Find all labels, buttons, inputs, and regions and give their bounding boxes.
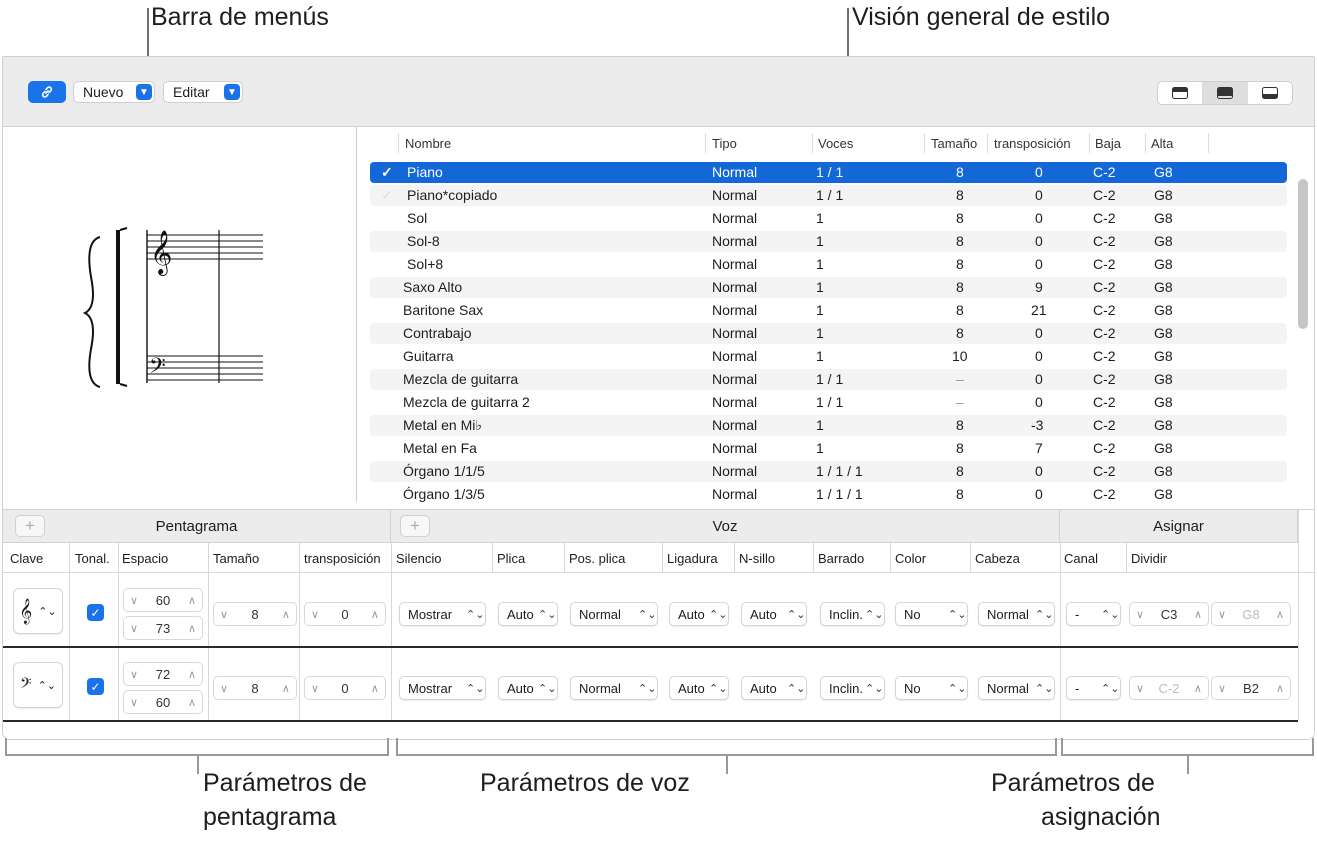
channel-popup[interactable]: - ⌃⌄: [1066, 602, 1121, 626]
tie-popup[interactable]: Auto ⌃⌄: [669, 602, 729, 626]
down-arrow-icon[interactable]: ∨: [311, 608, 320, 621]
up-arrow-icon[interactable]: ∧: [281, 682, 290, 695]
voice-group-header: [391, 510, 1060, 543]
down-arrow-icon[interactable]: ∨: [130, 594, 139, 607]
tie-popup[interactable]: Auto ⌃⌄: [669, 676, 729, 700]
style-overview-list: [358, 127, 1315, 502]
col-header-low[interactable]: Baja: [1095, 136, 1122, 151]
list-item-selected[interactable]: ✓ Piano Normal 1 / 1 8 0 C-2 G8: [370, 162, 1287, 183]
view-bottom-icon: [1262, 87, 1278, 99]
split-high-stepper[interactable]: ∨ G8 ∧: [1211, 602, 1291, 626]
view-bottom-button[interactable]: [1248, 82, 1292, 104]
down-arrow-icon[interactable]: ∨: [220, 682, 229, 695]
menubar-callout: Barra de menús: [151, 3, 329, 31]
edit-menu-label: Editar: [173, 84, 210, 100]
parameter-column-headers: Clave Tonal. Espacio Tamaño transposición Silencio Plica Pos. plica Ligadura N-sillo Barrado Color Cabeza Canal Dividir: [3, 543, 1314, 573]
up-arrow-icon[interactable]: ∧: [370, 608, 379, 621]
list-item[interactable]: Sol Normal 1 8 0 C-2 G8: [407, 210, 1173, 226]
list-item[interactable]: Sol+8 Normal 1 8 0 C-2 G8: [407, 256, 1173, 272]
up-arrow-icon[interactable]: ∧: [1275, 682, 1284, 695]
down-arrow-icon[interactable]: ∨: [1136, 682, 1145, 695]
beam-popup[interactable]: Inclin. ⌃⌄: [820, 676, 885, 700]
score-sets-window: [2, 56, 1315, 740]
list-item[interactable]: Órgano 1/3/5 Normal 1 / 1 / 1 8 0 C-2 G8: [403, 486, 1173, 502]
tuplet-popup[interactable]: Auto ⌃⌄: [741, 676, 807, 700]
up-arrow-icon[interactable]: ∧: [1193, 682, 1202, 695]
staff-row-divider: [3, 646, 1298, 648]
notehead-popup[interactable]: Normal ⌃⌄: [978, 602, 1055, 626]
col-header-transpose[interactable]: transposición: [994, 136, 1071, 151]
down-arrow-icon[interactable]: ∨: [1218, 682, 1227, 695]
list-item[interactable]: Contrabajo Normal 1 8 0 C-2 G8: [370, 323, 1287, 344]
assign-params-callout-line1: Parámetros de: [991, 769, 1155, 797]
new-menu-button[interactable]: [73, 81, 155, 103]
piano-staff-preview: [3, 127, 357, 502]
list-item[interactable]: Órgano 1/1/5 Normal 1 / 1 / 1 8 0 C-2 G8: [370, 461, 1287, 482]
transpose-stepper[interactable]: ∨ 0 ∧: [304, 602, 386, 626]
notehead-popup[interactable]: Normal ⌃⌄: [978, 676, 1055, 700]
down-arrow-icon[interactable]: ∨: [1136, 608, 1145, 621]
beam-popup[interactable]: Inclin. ⌃⌄: [820, 602, 885, 626]
staff-params-bracket: [5, 738, 389, 756]
updown-chevron-icon: ⌃⌄: [1101, 682, 1120, 695]
updown-chevron-icon: ⌃⌄: [1035, 608, 1054, 621]
updown-chevron-icon: ⌃⌄: [37, 679, 56, 692]
row-check-icon: ✓: [381, 164, 393, 180]
updown-chevron-icon: ⌃⌄: [466, 682, 485, 695]
style-overview-callout: Visión general de estilo: [852, 3, 1111, 31]
chevron-down-icon: ▼: [224, 84, 240, 100]
bass-clef-icon: 𝄢: [19, 674, 32, 695]
down-arrow-icon[interactable]: ∨: [130, 622, 139, 635]
split-low-stepper[interactable]: ∨ C-2 ∧: [1129, 676, 1209, 700]
transpose-stepper[interactable]: ∨ 0 ∧: [304, 676, 386, 700]
clef-bass-select[interactable]: [13, 662, 63, 708]
size-stepper[interactable]: ∨ 8 ∧: [213, 676, 297, 700]
updown-chevron-icon: ⌃⌄: [466, 608, 485, 621]
list-scrollbar[interactable]: [1298, 179, 1308, 329]
voice-group-title: Voz: [712, 517, 738, 535]
color-popup[interactable]: No ⌃⌄: [895, 676, 968, 700]
updown-chevron-icon: ⌃⌄: [948, 682, 967, 695]
chevron-down-icon: ▼: [136, 84, 152, 100]
svg-text:𝄢: 𝄢: [149, 354, 166, 384]
stem-popup[interactable]: Auto ⌃⌄: [498, 676, 558, 700]
updown-chevron-icon: ⌃⌄: [538, 682, 557, 695]
updown-chevron-icon: ⌃⌄: [709, 608, 728, 621]
down-arrow-icon[interactable]: ∨: [220, 608, 229, 621]
view-middle-icon: [1217, 87, 1233, 99]
col-header-size[interactable]: Tamaño: [931, 136, 978, 151]
list-item[interactable]: Baritone Sax Normal 1 8 21 C-2 G8: [403, 302, 1173, 318]
down-arrow-icon[interactable]: ∨: [1218, 608, 1227, 621]
tuplet-popup[interactable]: Auto ⌃⌄: [741, 602, 807, 626]
staff-params-callout-line2: pentagrama: [203, 803, 337, 831]
view-top-button[interactable]: [1158, 82, 1203, 104]
link-button[interactable]: [28, 81, 66, 103]
key-checkbox[interactable]: ✓: [87, 678, 104, 695]
up-arrow-icon[interactable]: ∧: [1193, 608, 1202, 621]
staff-group-header: [3, 510, 391, 543]
updown-chevron-icon: ⌃⌄: [638, 608, 657, 621]
edit-menu-button[interactable]: [163, 81, 243, 103]
down-arrow-icon[interactable]: ∨: [130, 696, 139, 709]
list-item[interactable]: ✓ Piano*copiado Normal 1 / 1 8 0 C-2 G8: [370, 185, 1287, 206]
row-check-icon: ✓: [381, 187, 393, 203]
down-arrow-icon[interactable]: ∨: [130, 668, 139, 681]
col-header-name[interactable]: Nombre: [405, 136, 452, 151]
assign-params-bracket: [1061, 738, 1314, 756]
parameters-area: [3, 509, 1314, 740]
list-item[interactable]: Saxo Alto Normal 1 8 9 C-2 G8: [370, 277, 1287, 298]
updown-chevron-icon: ⌃⌄: [948, 608, 967, 621]
updown-chevron-icon: ⌃⌄: [787, 682, 806, 695]
key-checkbox[interactable]: ✓: [87, 604, 104, 621]
list-header: [358, 127, 1315, 159]
space-above-stepper[interactable]: ∨ 60 ∧: [123, 588, 203, 612]
rest-popup[interactable]: Mostrar ⌃⌄: [399, 676, 486, 700]
menubar: [3, 57, 1314, 127]
staff-style-preview: [3, 127, 357, 502]
col-header-high[interactable]: Alta: [1151, 136, 1174, 151]
stem-popup[interactable]: Auto ⌃⌄: [498, 602, 558, 626]
up-arrow-icon[interactable]: ∧: [370, 682, 379, 695]
menubar-callout-line: [147, 8, 149, 56]
updown-chevron-icon: ⌃⌄: [1035, 682, 1054, 695]
channel-popup[interactable]: - ⌃⌄: [1066, 676, 1121, 700]
up-arrow-icon[interactable]: ∧: [187, 668, 196, 681]
voice-params-bracket: [396, 738, 1057, 756]
up-arrow-icon[interactable]: ∧: [1275, 608, 1284, 621]
updown-chevron-icon: ⌃⌄: [1101, 608, 1120, 621]
color-popup[interactable]: No ⌃⌄: [895, 602, 968, 626]
clef-treble-select[interactable]: [13, 588, 63, 634]
updown-chevron-icon: ⌃⌄: [538, 608, 557, 621]
split-high-stepper[interactable]: ∨ B2 ∧: [1211, 676, 1291, 700]
rest-popup[interactable]: Mostrar ⌃⌄: [399, 602, 486, 626]
stem-position-popup[interactable]: Normal ⌃⌄: [570, 676, 658, 700]
link-icon: [39, 84, 55, 100]
view-middle-button[interactable]: [1203, 82, 1248, 104]
staff-params-callout-line1: Parámetros de: [203, 769, 367, 797]
col-header-voices[interactable]: Voces: [818, 136, 854, 151]
split-low-stepper[interactable]: ∨ C3 ∧: [1129, 602, 1209, 626]
updown-chevron-icon: ⌃⌄: [865, 682, 884, 695]
space-above-stepper[interactable]: ∨ 72 ∧: [123, 662, 203, 686]
list-item[interactable]: Metal en Fa Normal 1 8 7 C-2 G8: [403, 440, 1173, 456]
voice-params-callout: Parámetros de voz: [480, 769, 690, 797]
updown-chevron-icon: ⌃⌄: [787, 608, 806, 621]
down-arrow-icon[interactable]: ∨: [311, 682, 320, 695]
list-item[interactable]: Mezcla de guitarra Normal 1 / 1 – 0 C-2 G8: [370, 369, 1287, 390]
staff-group-title: Pentagrama: [155, 517, 238, 535]
staff-row-divider: [3, 720, 1298, 722]
up-arrow-icon[interactable]: ∧: [187, 594, 196, 607]
up-arrow-icon[interactable]: ∧: [187, 622, 196, 635]
svg-text:𝄞: 𝄞: [150, 230, 173, 274]
assign-group-title: Asignar: [1153, 517, 1204, 535]
new-menu-label: Nuevo: [83, 84, 124, 100]
updown-chevron-icon: ⌃⌄: [709, 682, 728, 695]
add-voice-button[interactable]: +: [400, 515, 430, 537]
add-staff-button[interactable]: +: [15, 515, 45, 537]
space-below-stepper[interactable]: ∨ 60 ∧: [123, 690, 203, 714]
view-top-icon: [1172, 87, 1188, 99]
assign-params-callout-line2: asignación: [1041, 803, 1161, 831]
treble-clef-icon: 𝄞: [19, 598, 33, 623]
up-arrow-icon[interactable]: ∧: [281, 608, 290, 621]
updown-chevron-icon: ⌃⌄: [638, 682, 657, 695]
size-stepper[interactable]: ∨ 8 ∧: [213, 602, 297, 626]
assign-group-header: [1060, 510, 1298, 543]
list-item[interactable]: Mezcla de guitarra 2 Normal 1 / 1 – 0 C-2 G8: [403, 394, 1173, 410]
space-below-stepper[interactable]: ∨ 73 ∧: [123, 616, 203, 640]
stem-position-popup[interactable]: Normal ⌃⌄: [570, 602, 658, 626]
list-item[interactable]: Metal en Mi♭ Normal 1 8 -3 C-2 G8: [370, 415, 1287, 436]
up-arrow-icon[interactable]: ∧: [187, 696, 196, 709]
list-item[interactable]: Guitarra Normal 1 10 0 C-2 G8: [403, 348, 1173, 364]
updown-chevron-icon: ⌃⌄: [38, 605, 57, 618]
list-item[interactable]: Sol-8 Normal 1 8 0 C-2 G8: [370, 231, 1287, 252]
view-segmented-control: [1157, 81, 1293, 105]
col-header-type[interactable]: Tipo: [712, 136, 737, 151]
updown-chevron-icon: ⌃⌄: [865, 608, 884, 621]
